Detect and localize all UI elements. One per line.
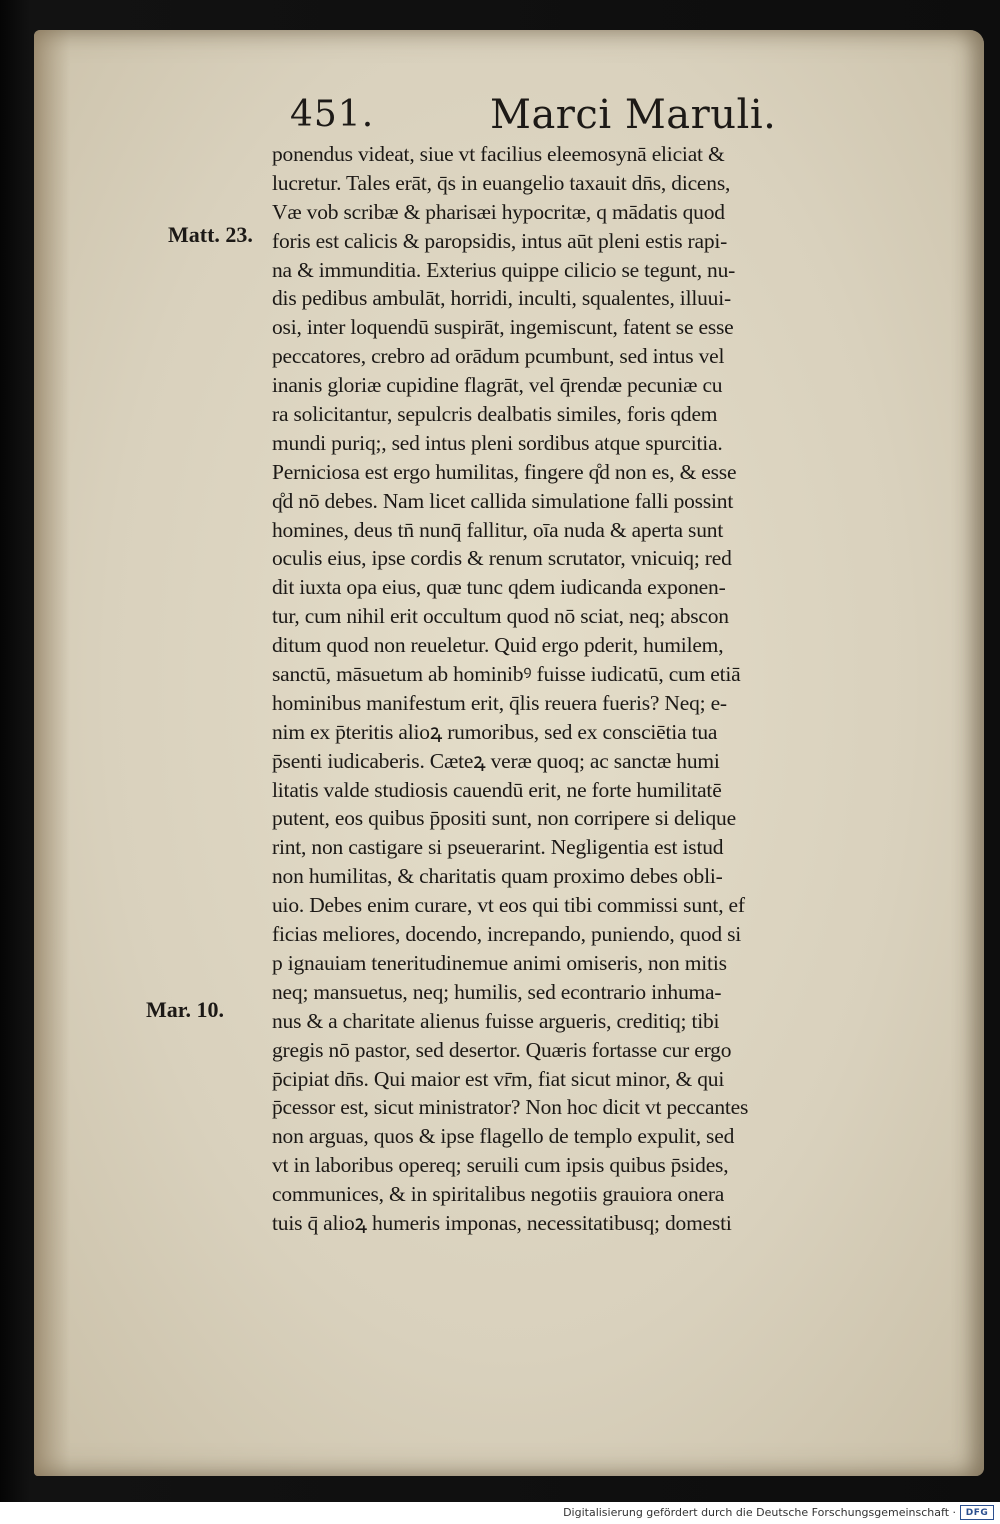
text-line: putent, eos quibus p̄positi sunt, non corripere si delique (272, 806, 736, 831)
text-line: rint, non castigare si pseuerarint. Negligentia est istud (272, 835, 724, 860)
text-line: Perniciosa est ergo humilitas, fingere q̊d non es, & esse (272, 459, 737, 484)
text-line: p̄cipiat dn̄s. Qui maior est vr̄m, fiat sicut minor, & qui (272, 1066, 725, 1091)
dfg-logo (960, 1505, 994, 1520)
text-line: ra solicitantur, sepulcris dealbatis similes, foris qdem (272, 402, 718, 427)
page-gutter-shadow (34, 30, 70, 1476)
body-text (272, 140, 952, 1238)
page-header (290, 92, 790, 142)
text-line: osi, inter loquendū suspirāt, ingemiscunt, fatent se esse (272, 315, 734, 340)
text-line: p̄senti iudicaberis. Cæteꝝ veræ quoq; ac sanctæ humi (272, 748, 720, 773)
text-line: oculis eius, ipse cordis & renum scrutator, vnicuiq; red (272, 546, 732, 571)
text-line: non humilitas, & charitatis quam proximo debes obli- (272, 864, 723, 889)
running-title: Marci Maruli. (490, 92, 777, 138)
text-line: non arguas, quos & ipse flagello de templo expulit, sed (272, 1124, 735, 1149)
text-line: ficias meliores, docendo, increpando, puniendo, quod si (272, 922, 742, 947)
text-line: p̄cessor est, sicut ministrator? Non hoc dicit vt peccantes (272, 1095, 749, 1120)
text-line: homines, deus tn̄ nunq̄ fallitur, oīa nuda & aperta sunt (272, 517, 724, 542)
text-line: communices, & in spiritalibus negotiis grauiora onera (272, 1182, 725, 1207)
text-line: foris est calicis & paropsidis, intus aūt pleni estis rapi- (272, 228, 728, 253)
text-line: inanis gloriæ cupidine flagrāt, vel q̄rendæ pecuniæ cu (272, 373, 723, 398)
dfg-logo-text: DFG (965, 1507, 989, 1518)
text-line: ponendus videat, siue vt facilius eleemosynā eliciat & (272, 142, 725, 166)
text-line: dit iuxta opa eius, quæ tunc qdem iudicanda exponen- (272, 575, 726, 600)
text-line: neq; mansuetus, neq; humilis, sed econtrario inhuma- (272, 979, 722, 1004)
margin-note-matthew: Matt. 23. (168, 222, 253, 247)
text-line: q̊d nō debes. Nam licet callida simulatione falli possint (272, 488, 734, 513)
text-line: tuis q̄ alioꝝ humeris imponas, necessitatibusq; domesti (272, 1210, 732, 1235)
text-line: lucretur. Tales erāt, q̄s in euangelio taxauit dn̄s, dicens, (272, 170, 731, 195)
text-line: litatis valde studiosis cauendū erit, ne forte humilitatē (272, 777, 722, 802)
text-line: hominibus manifestum erit, q̄lis reuera fueris? Neq; e- (272, 690, 727, 715)
funding-credit: Digitalisierung gefördert durch die Deutsche Forschungsgemeinschaft · (563, 1506, 956, 1519)
text-line: sanctū, māsuetum ab hominibꝰ fuisse iudicatū, cum etiā (272, 662, 741, 687)
text-line: uio. Debes enim curare, vt eos qui tibi commissi sunt, ef (272, 893, 745, 918)
text-line: mundi puriq;, sed intus pleni sordibus atque spurcitia. (272, 430, 723, 455)
text-line: nim ex p̄teritis alioꝝ rumoribus, sed ex consciētia tua (272, 719, 718, 744)
text-line: tur, cum nihil erit occultum quod nō sciat, neq; abscon (272, 604, 729, 629)
text-line: dis pedibus ambulāt, horridi, inculti, squalentes, illuui- (272, 286, 731, 311)
margin-note-mark: Mar. 10. (146, 997, 225, 1022)
footer-bar (0, 1502, 1000, 1524)
text-line: p ignauiam teneritudinemue animi omiseris, non mitis (272, 950, 727, 975)
text-line: nus & a charitate alienus fuisse argueris, creditiq; tibi (272, 1008, 720, 1033)
text-line: Væ vob scribæ & pharisæi hypocritæ, q mādatis quod (272, 199, 725, 224)
text-line: peccatores, crebro ad orādum pcumbunt, sed intus vel (272, 344, 725, 369)
text-line: na & immunditia. Exterius quippe cilicio se tegunt, nu- (272, 257, 736, 282)
text-line: gregis nō pastor, sed desertor. Quæris fortasse cur ergo (272, 1037, 732, 1062)
page-number: 451. (290, 94, 375, 135)
text-line: vt in laboribus opereq; seruili cum ipsis quibus p̄sides, (272, 1153, 729, 1178)
text-line: ditum quod non reueletur. Quid ergo pderit, humilem, (272, 633, 724, 658)
